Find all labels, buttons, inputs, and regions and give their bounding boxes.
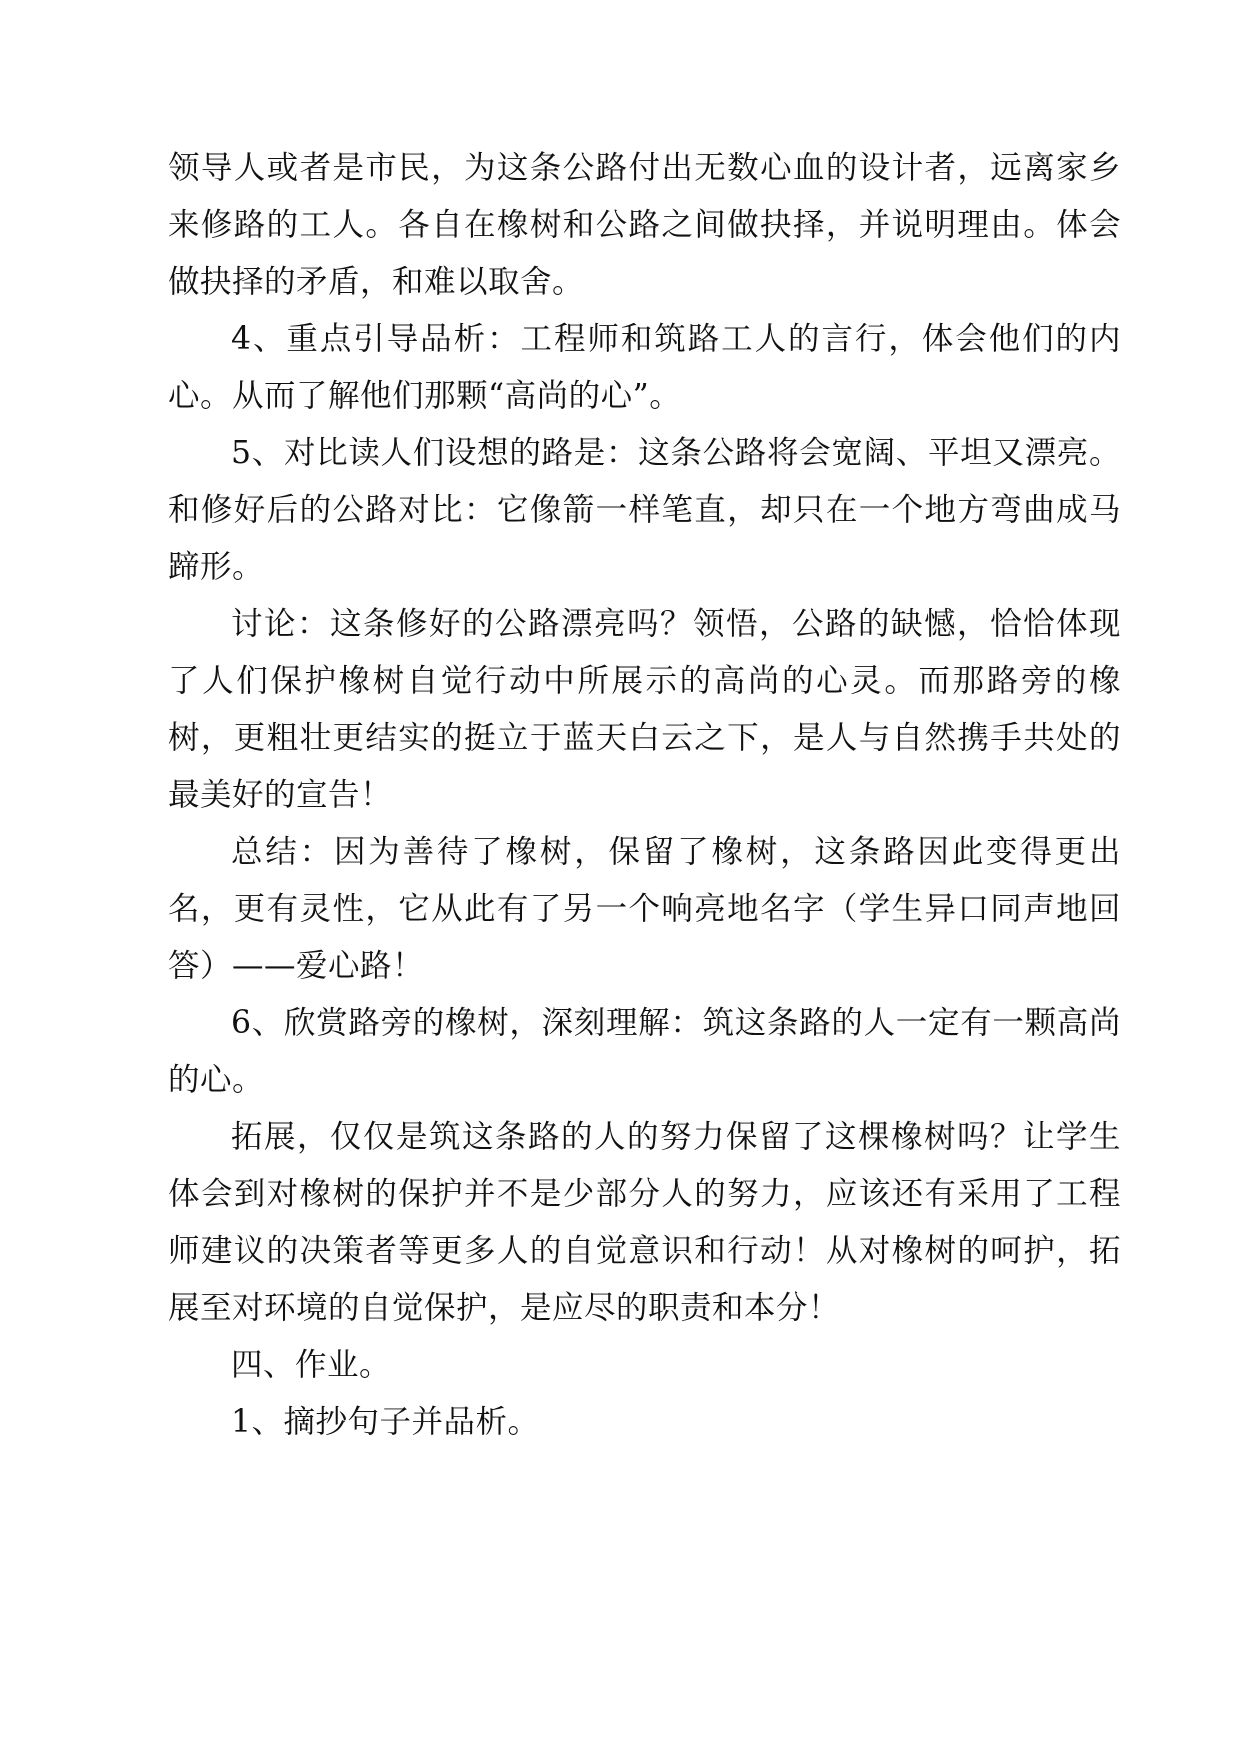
paragraph-discussion: 讨论：这条修好的公路漂亮吗？领悟，公路的缺憾，恰恰体现了人们保护橡树自觉行动中所展示的高尚的心灵。而那路旁的橡树，更粗壮更结实的挺立于蓝天白云之下，是人与自然携手共处的最美好的宣告！ bbox=[168, 606, 1121, 813]
paragraph-continuation: 领导人或者是市民，为这条公路付出无数心血的设计者，远离家乡来修路的工人。各自在橡树和公路之间做抉择，并说明理由。体会做抉择的矛盾，和难以取舍。 bbox=[168, 150, 1121, 300]
paragraph-item-5: 5、对比读人们设想的路是：这条公路将会宽阔、平坦又漂亮。和修好后的公路对比：它像箭一样笔直，却只在一个地方弯曲成马蹄形。 bbox=[168, 435, 1121, 585]
paragraph-section-four: 四、作业。 bbox=[231, 1347, 392, 1383]
document-body bbox=[168, 140, 1121, 1451]
paragraph-homework-1: 1、摘抄句子并品析。 bbox=[231, 1404, 540, 1440]
paragraph-item-6: 6、欣赏路旁的橡树，深刻理解：筑这条路的人一定有一颗高尚的心。 bbox=[168, 1005, 1121, 1098]
paragraph-extension: 拓展，仅仅是筑这条路的人的努力保留了这棵橡树吗？让学生体会到对橡树的保护并不是少部分人的努力，应该还有采用了工程师建议的决策者等更多人的自觉意识和行动！从对橡树的呵护，拓展至对环境的自觉保护，是应尽的职责和本分！ bbox=[168, 1119, 1121, 1326]
paragraph-item-4: 4、重点引导品析：工程师和筑路工人的言行，体会他们的内心。从而了解他们那颗“高尚的心”。 bbox=[168, 321, 1121, 414]
paragraph-summary: 总结：因为善待了橡树，保留了橡树，这条路因此变得更出名，更有灵性，它从此有了另一个响亮地名字（学生异口同声地回答）——爱心路！ bbox=[168, 834, 1121, 984]
